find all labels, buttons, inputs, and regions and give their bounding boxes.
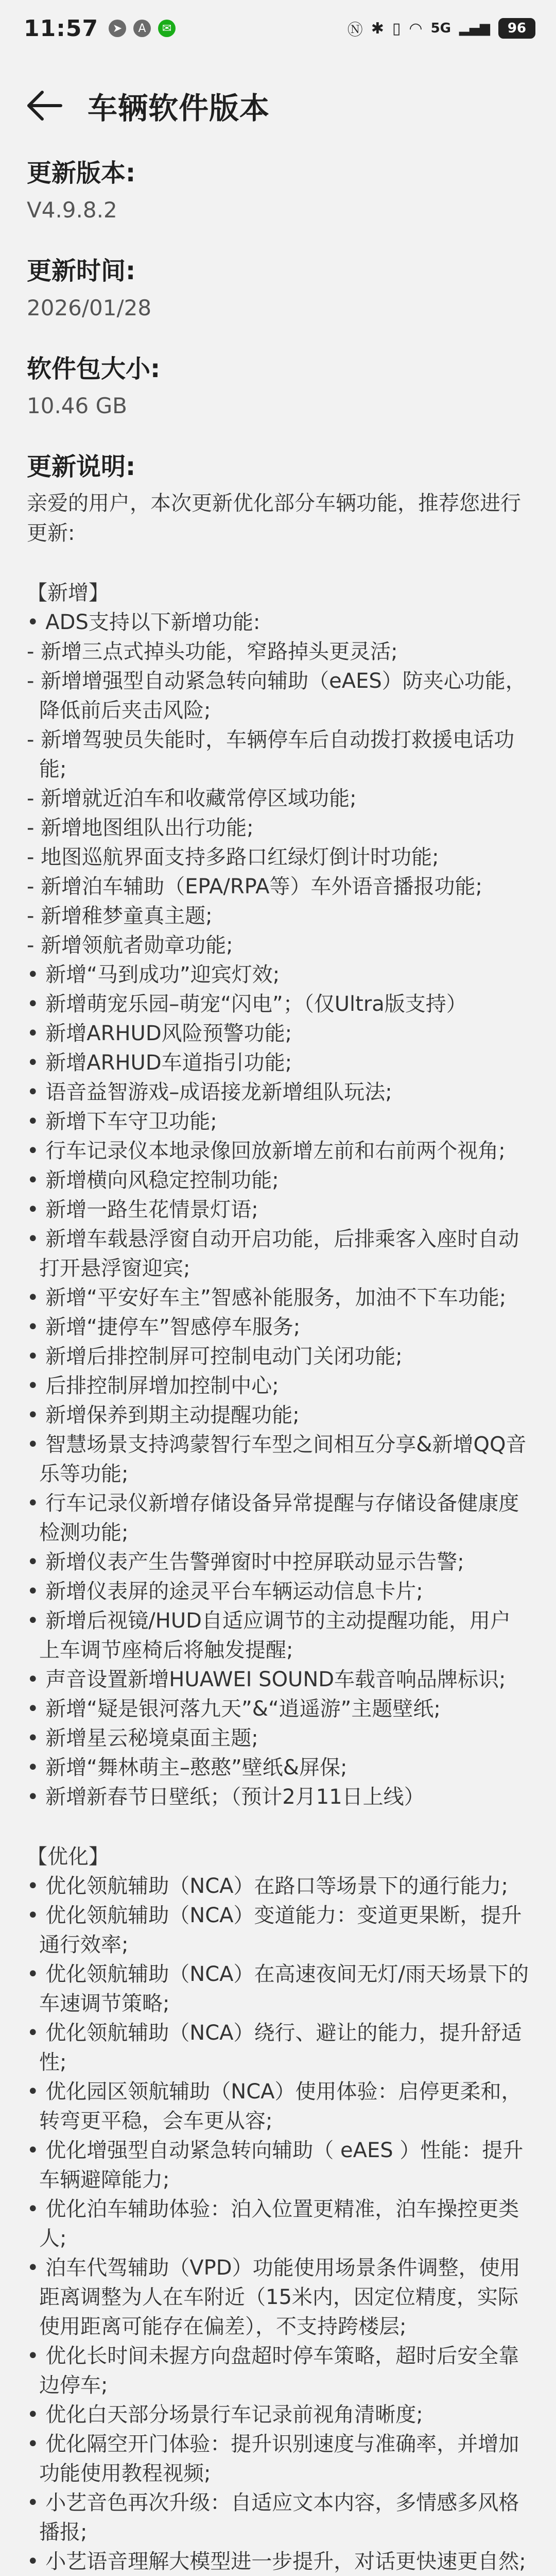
notification-icons bbox=[109, 20, 176, 37]
list-item: • 新增一路生花情景灯语; bbox=[27, 1198, 258, 1222]
content bbox=[0, 155, 556, 2576]
list-item: • 行车记录仪新增存储设备异常提醒与存储设备健康度检测功能; bbox=[27, 1492, 519, 1545]
list-item: • 小艺音色再次升级：自适应文本内容，多情感多风格播报; bbox=[27, 2491, 519, 2544]
list-item: • 新增ARHUD风险预警功能; bbox=[27, 1022, 292, 1045]
nfc-icon: Ⓝ bbox=[347, 21, 363, 39]
bluetooth-icon: ✱ bbox=[371, 19, 384, 38]
list-item: • 优化长时间未握方向盘超时停车策略，超时后安全靠边停车; bbox=[27, 2344, 519, 2397]
list-item: • 语音益智游戏–成语接龙新增组队玩法; bbox=[27, 1080, 392, 1104]
list-item: • 新增“捷停车”智感停车服务; bbox=[27, 1315, 301, 1339]
list-item: • 新增横向风稳定控制功能; bbox=[27, 1168, 279, 1192]
list-item: • 声音设置新增HUAWEI SOUND车载音响品牌标识; bbox=[27, 1668, 506, 1691]
list-item: • 新增“舞林萌主–憨憨”壁纸&屏保; bbox=[27, 1756, 348, 1780]
update-time-label: 更新时间: bbox=[27, 257, 136, 285]
list-item: • 新增后排控制屏可控制电动门关闭功能; bbox=[27, 1345, 403, 1368]
version-label: 更新版本: bbox=[27, 159, 136, 188]
list-item: • 优化白天部分场景行车记录前视角清晰度; bbox=[27, 2403, 423, 2427]
list-item: • 新增下车守卫功能; bbox=[27, 1110, 217, 1133]
vibrate-icon: ▯ bbox=[392, 19, 401, 38]
list-item: • 优化泊车辅助体验：泊入位置更精准，泊车操控更类人; bbox=[27, 2197, 519, 2250]
status-time: 11:57 bbox=[24, 15, 99, 42]
update-time-value: 2026/01/28 bbox=[27, 295, 152, 320]
battery-indicator: 96 bbox=[498, 18, 535, 39]
package-size-field bbox=[27, 350, 529, 422]
update-time-field bbox=[27, 252, 529, 325]
list-item: • ADS支持以下新增功能: bbox=[27, 611, 260, 634]
list-item: • 新增星云秘境桌面主题; bbox=[27, 1726, 258, 1750]
version-field bbox=[27, 155, 529, 227]
list-item: • 优化增强型自动紧急转向辅助（ eAES ）性能：提升车辆避障能力; bbox=[27, 2139, 524, 2192]
list-item: • 优化领航辅助（NCA）在路口等场景下的通行能力; bbox=[27, 1874, 508, 1898]
list-item: - 新增三点式掉头功能，窄路掉头更灵活; bbox=[27, 640, 398, 664]
list-item: • 优化隔空开门体验：提升识别速度与准确率，并增加功能使用教程视频; bbox=[27, 2432, 519, 2485]
list-item: • 新增“疑是银河落九天”&“逍遥游”主题壁纸; bbox=[27, 1697, 441, 1721]
list-item: - 新增就近泊车和收藏常停区域功能; bbox=[27, 787, 357, 810]
new-section-title: 【新增】 bbox=[27, 581, 109, 605]
location-icon: ➤ bbox=[109, 20, 126, 37]
list-item: • 优化领航辅助（NCA）变道能力：变道更果断，提升通行效率; bbox=[27, 1904, 522, 1957]
version-value: V4.9.8.2 bbox=[27, 197, 117, 223]
optimizations-list bbox=[27, 1872, 529, 2576]
system-icons bbox=[348, 0, 535, 57]
list-item: • 优化领航辅助（NCA）绕行、避让的能力，提升舒适性; bbox=[27, 2021, 522, 2074]
list-item: - 新增增强型自动紧急转向辅助（eAES）防夹心功能，降低前后夹击风险; bbox=[27, 669, 526, 722]
list-item: • 新增萌宠乐园–萌宠“闪电”；（仅Ultra版支持） bbox=[27, 992, 467, 1016]
list-item: • 行车记录仪本地录像回放新增左前和右前两个视角; bbox=[27, 1139, 506, 1163]
list-item: • 优化园区领航辅助（NCA）使用体验：启停更柔和，转弯更平稳，会车更从容; bbox=[27, 2080, 522, 2133]
list-item: • 泊车代驾辅助（VPD）功能使用场景条件调整，使用距离调整为人在车附近（15米内，因定位精度，实际使用距离可能存在偏差），不支持跨楼层; bbox=[27, 2256, 520, 2338]
list-item: • 新增后视镜/HUD自适应调节的主动提醒功能，用户上车调节座椅后将触发提醒; bbox=[27, 1609, 511, 1662]
signal-icon: 5G bbox=[430, 21, 451, 36]
circle-a-icon: A bbox=[133, 20, 151, 37]
list-item: - 新增地图组队出行功能; bbox=[27, 816, 254, 840]
list-item: - 新增驾驶员失能时，车辆停车后自动拨打救援电话功能; bbox=[27, 728, 515, 781]
notes-intro: 亲爱的用户，本次更新优化部分车辆功能，推荐您进行更新: bbox=[27, 492, 521, 545]
list-item: • 新增车载悬浮窗自动开启功能，后排乘客入座时自动打开悬浮窗迎宾; bbox=[27, 1227, 519, 1280]
list-item: • 新增“马到成功”迎宾灯效; bbox=[27, 963, 280, 987]
list-item: - 新增泊车辅助（EPA/RPA等）车外语音播报功能; bbox=[27, 875, 483, 899]
list-item: • 新增ARHUD车道指引功能; bbox=[27, 1051, 292, 1075]
wifi-icon: ◠ bbox=[409, 19, 423, 38]
list-item: - 地图巡航界面支持多路口红绿灯倒计时功能; bbox=[27, 845, 439, 869]
signal-bars-icon: ▂▄▆ bbox=[459, 21, 490, 36]
package-size-label: 软件包大小: bbox=[27, 354, 161, 383]
page-title: 车辆软件版本 bbox=[88, 91, 270, 126]
list-item: • 新增保养到期主动提醒功能; bbox=[27, 1403, 300, 1427]
list-item: - 新增稚梦童真主题; bbox=[27, 904, 213, 928]
wechat-icon: ✉ bbox=[158, 20, 176, 37]
list-item: • 小艺语音理解大模型进一步提升，对话更快速更自然; bbox=[27, 2550, 526, 2573]
optimize-section-title: 【优化】 bbox=[27, 1845, 109, 1869]
back-arrow-icon[interactable] bbox=[24, 85, 65, 126]
list-item: • 后排控制屏增加控制中心; bbox=[27, 1374, 279, 1398]
package-size-value: 10.46 GB bbox=[27, 393, 127, 418]
list-item: • 新增“平安好车主”智感补能服务，加油不下车功能; bbox=[27, 1286, 507, 1310]
list-item: - 新增领航者勋章功能; bbox=[27, 934, 233, 957]
notes-heading: 更新说明: bbox=[27, 452, 136, 481]
status-bar bbox=[0, 0, 556, 57]
list-item: • 优化领航辅助（NCA）在高速夜间无灯/雨天场景下的车速调节策略; bbox=[27, 1962, 529, 2015]
list-item: • 新增仪表屏的途灵平台车辆运动信息卡片; bbox=[27, 1580, 423, 1603]
app-bar bbox=[0, 57, 556, 155]
list-item: • 智慧场景支持鸿蒙智行车型之间相互分享&新增QQ音乐等功能; bbox=[27, 1433, 527, 1486]
new-features-list bbox=[27, 608, 529, 1812]
list-item: • 新增仪表产生告警弹窗时中控屏联动显示告警; bbox=[27, 1550, 464, 1574]
list-item: • 新增新春节日壁纸；（预计2月11日上线） bbox=[27, 1785, 425, 1809]
